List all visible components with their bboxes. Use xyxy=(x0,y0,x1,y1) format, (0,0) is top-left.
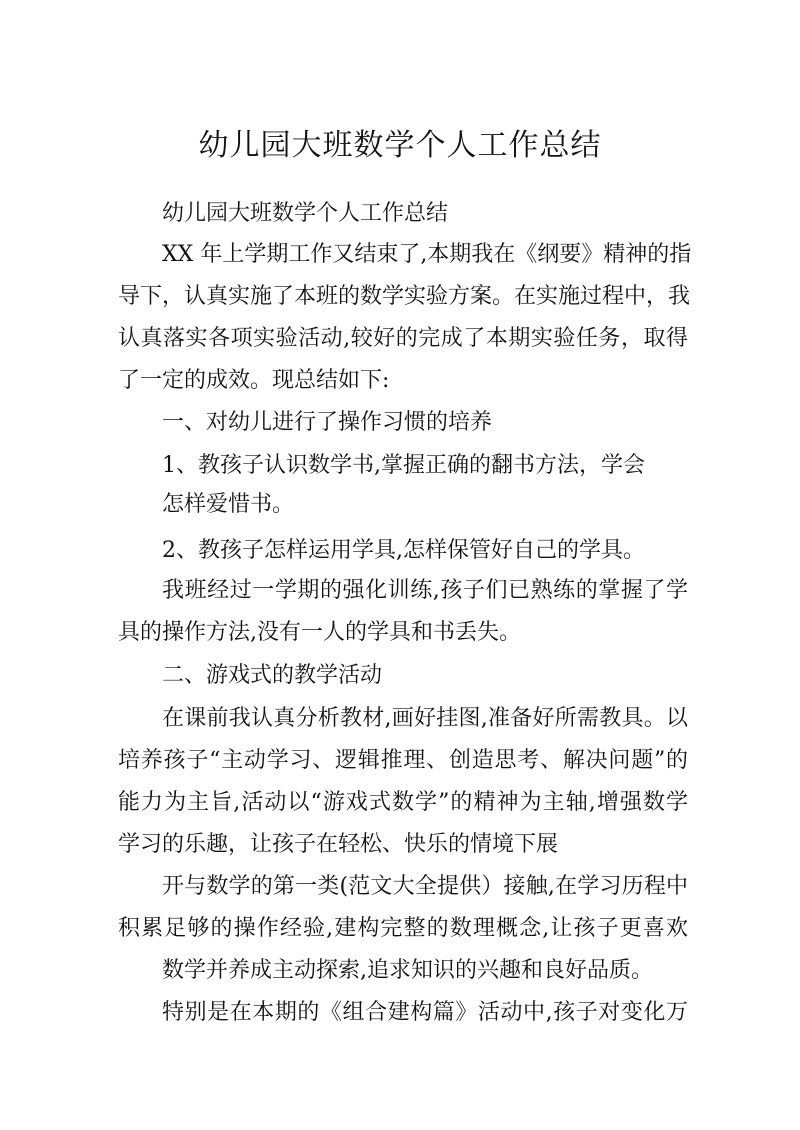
paragraph-line: XX 年上学期工作又结束了,本期我在《纲要》精神的指 xyxy=(162,242,692,267)
document-title: 幼儿园大班数学个人工作总结 xyxy=(198,128,602,163)
paragraph-line: 怎样爱惜书。 xyxy=(162,492,295,517)
paragraph-line: 导下，认真实施了本班的数学实验方案。在实施过程中，我 xyxy=(118,284,691,309)
paragraph-line: 1、教孩子认识数学书,掌握正确的翻书方法，学会 xyxy=(162,453,645,478)
paragraph-line: 积累足够的操作经验,建构完整的数理概念,让孩子更喜欢 xyxy=(118,916,688,941)
section-heading: 一、对幼儿进行了操作习惯的培养 xyxy=(162,410,493,435)
paragraph-line: 了一定的成效。现总结如下: xyxy=(118,368,390,393)
paragraph-line: 培养孩子“主动学习、逻辑推理、创造思考、解决问题”的 xyxy=(118,748,688,773)
paragraph-line: 2、教孩子怎样运用学具,怎样保管好自己的学具。 xyxy=(162,538,645,563)
paragraph-line: 具的操作方法,没有一人的学具和书丢失。 xyxy=(118,620,521,645)
paragraph-line: 在课前我认真分析教材,画好挂图,准备好所需教具。以 xyxy=(162,706,688,731)
paragraph-line: 开与数学的第一类(范文大全提供）接触,在学习历程中 xyxy=(162,874,688,899)
paragraph-line: 数学并养成主动探索,追求知识的兴趣和良好品质。 xyxy=(162,958,653,983)
paragraph-line: 幼儿园大班数学个人工作总结 xyxy=(162,201,449,226)
paragraph-line: 特别是在本期的《组合建构篇》活动中,孩子对变化万 xyxy=(162,1000,688,1025)
paragraph-line: 认真落实各项实验活动,较好的完成了本期实验任务，取得 xyxy=(118,326,688,351)
section-heading: 二、游戏式的教学活动 xyxy=(162,663,383,688)
paragraph-line: 我班经过一学期的强化训练,孩子们已熟练的掌握了学 xyxy=(162,578,688,603)
paragraph-line: 能力为主旨,活动以“游戏式数学”的精神为主轴,增强数学 xyxy=(118,790,688,815)
paragraph-line: 学习的乐趣，让孩子在轻松、快乐的情境下展 xyxy=(118,832,559,857)
